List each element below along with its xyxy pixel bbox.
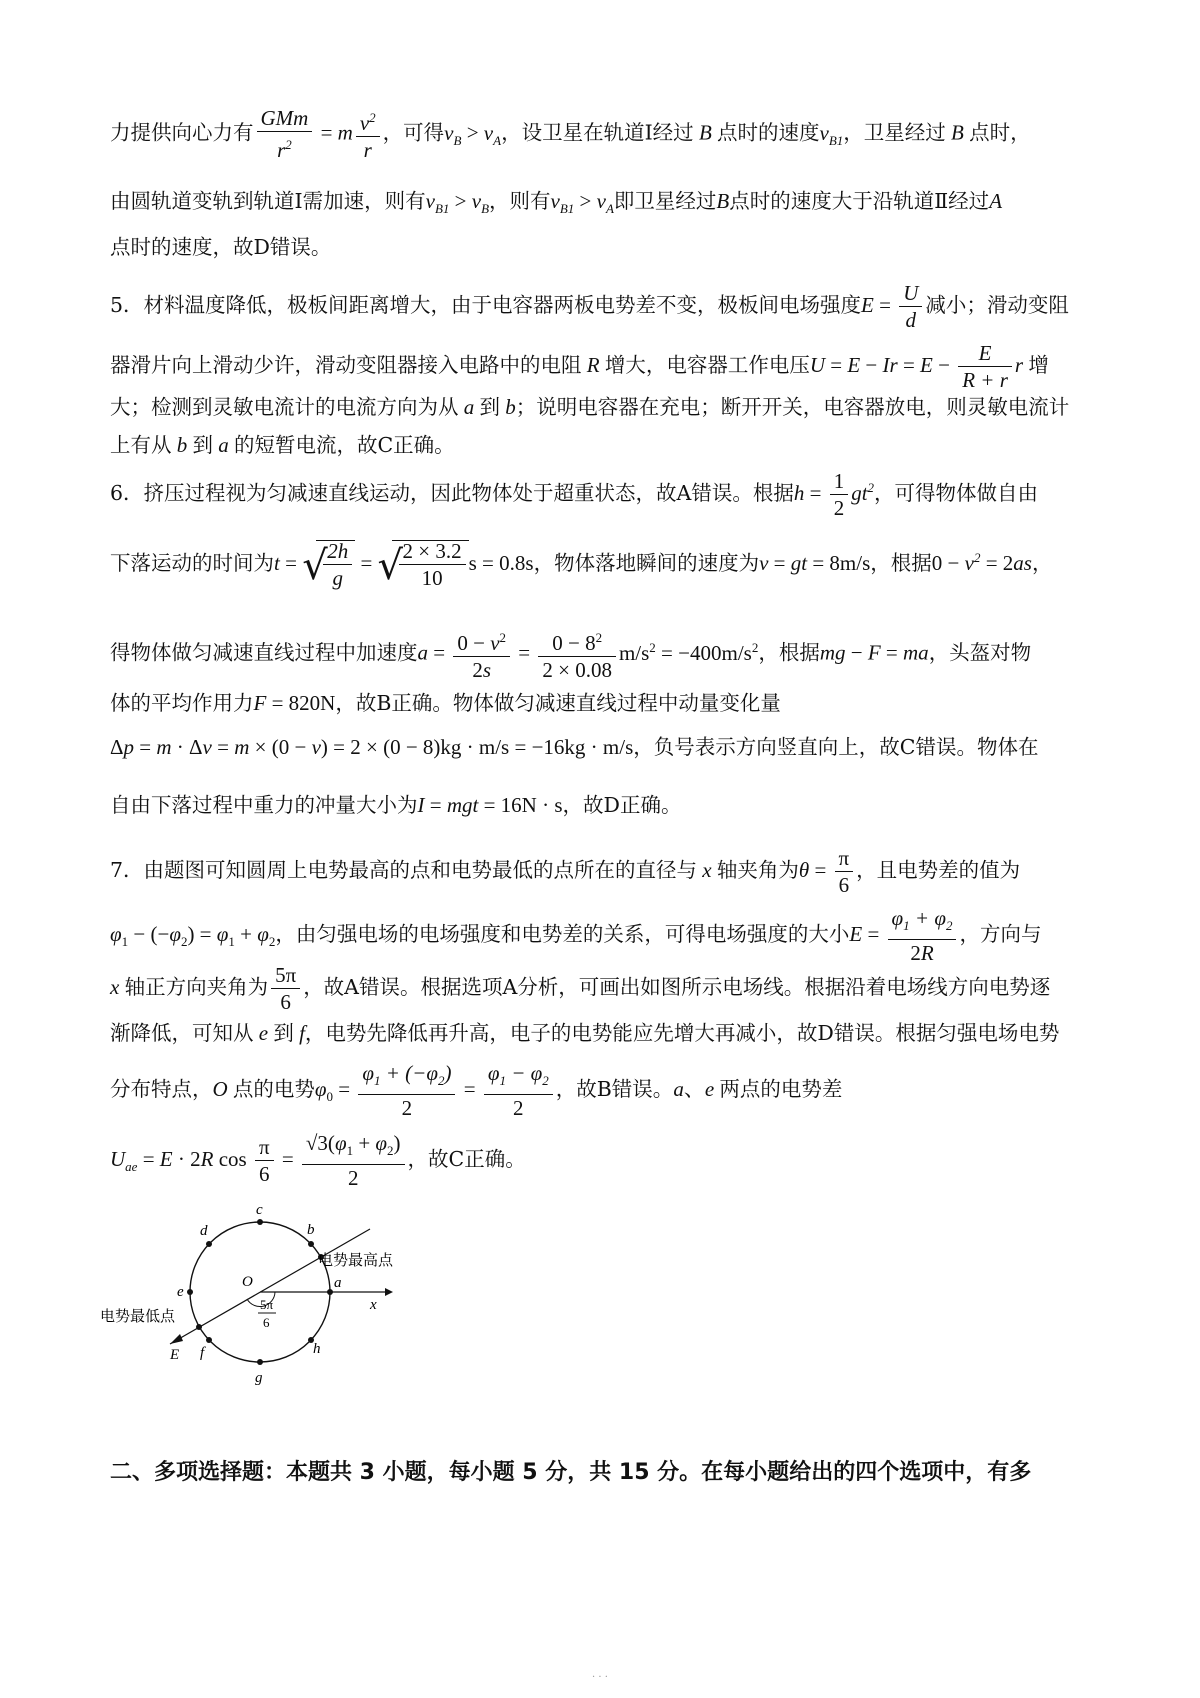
- text: ，根据: [758, 640, 820, 665]
- section-heading: 二、多项选择题：本题共 3 小题，每小题 5 分，共 15 分。在每小题给出的四个选项中，有多: [110, 1460, 1032, 1485]
- label-origin: O: [242, 1274, 253, 1290]
- text: 两点的电势差: [719, 1077, 843, 1102]
- text: ，可得物体做自由: [874, 481, 1039, 505]
- text: 即卫星经过: [613, 189, 717, 213]
- label-field: E: [170, 1347, 180, 1363]
- point-f: [206, 1337, 212, 1343]
- text: 到: [273, 1021, 294, 1045]
- text-line: $\varphi_1 - (-\varphi_2) = \varphi_1 + \varphi_2$，由匀强电场的电场强度和电势差的关系，可得电场强度的大小E = $\frac{\varphi_1 + \varphi_2}{2R}$ ，方向与: [110, 906, 1042, 966]
- text: 减小；滑动变阻: [925, 293, 1069, 317]
- text-line: 由圆轨道变轨到轨道Ⅰ需加速，则有$v_{B1} > v_B$，则有$v_{B1} > v_A$即卫星经过B点时的速度大于沿轨道Ⅱ经过A: [110, 189, 1003, 217]
- formula: $\frac{v^2}{r}$: [356, 105, 380, 163]
- text-line: 渐降低，可知从 e 到 f，电势先降低再升高，电子的电势能应先增大再减小，故D错误。根据匀强电场电势: [110, 1021, 1060, 1045]
- formula: $\frac{√3(\varphi_1 + \varphi_2)}{2}$: [302, 1130, 405, 1191]
- text-line: 7．由题图可知圆周上电势最高的点和电势最低的点所在的直径与 x 轴夹角为θ = $\frac{\pi}{6}$ ，且电势差的值为: [110, 846, 1021, 897]
- point-lowest: [196, 1324, 202, 1330]
- text: 器滑片向上滑动少许，滑动变阻器接入电路中的电阻: [110, 353, 582, 377]
- text: ，头盔对物: [928, 640, 1032, 665]
- x-axis-arrow-icon: [385, 1288, 393, 1296]
- text: 体的平均作用力: [110, 691, 254, 715]
- text: ；说明电容器在充电；断开开关，电容器放电，则灵敏电流计: [515, 395, 1070, 419]
- formula: $\frac{\text{GMm}}{r^2}$: [257, 105, 313, 163]
- point-c: [257, 1219, 263, 1225]
- text: 大；检测到灵敏电流计的电流方向为从: [110, 395, 459, 419]
- formula: $\frac{U}{d}$: [899, 280, 922, 333]
- text-line: 器滑片向上滑动少许，滑动变阻器接入电路中的电阻 R 增大，电容器工作电压U = E − Ir = E − $\frac{E}{R + r}$ r 增: [110, 341, 1049, 392]
- text: ，可得: [382, 120, 445, 145]
- formula: $\frac{E}{R + r}$: [958, 340, 1012, 393]
- formula: $\frac{5\pi}{6}$: [271, 962, 300, 1015]
- label-g: g: [255, 1370, 263, 1386]
- formula: $\frac{\pi}{6}$: [255, 1134, 274, 1187]
- label-lowest-potential: 电势最低点: [100, 1307, 176, 1325]
- formula: $\frac{0 - v^2}{2s}$: [453, 625, 510, 683]
- label-f: f: [200, 1345, 205, 1361]
- text: 增: [1028, 353, 1049, 377]
- text-line: 上有从 b 到 a 的短暂电流，故C正确。: [110, 433, 455, 457]
- point-g: [257, 1359, 263, 1365]
- text-line: 力提供向心力有 $\frac{\text{GMm}}{r^2}$ = m $\frac{v^2}{r}$ ，可得$v_B > v_A$，设卫星在轨道Ⅰ经过 B 点时的速度$v_{B1}$，卫星经过 B 点时，: [110, 106, 1031, 162]
- text-line: 分布特点，O 点的电势$\varphi_0$ = $\frac{\varphi_1 + (-\varphi_2)}{2}$ = $\frac{\varphi_1 - \varphi_2}{2}$ ，故B错误。a、e 两点的电势差: [110, 1061, 843, 1121]
- text: 点时，: [969, 120, 1031, 145]
- text: 点的电势: [232, 1077, 315, 1102]
- text-line: 6．挤压过程视为匀减速直线运动，因此物体处于超重状态，故A错误。根据h = $\frac{1}{2}$ $gt^2$，可得物体做自由: [110, 469, 1039, 520]
- x-axis-label: x: [370, 1297, 377, 1313]
- text: 6．挤压过程视为匀减速直线运动，因此物体处于超重状态，故A错误。根据: [110, 481, 794, 505]
- text-line: 下落运动的时间为t = √ $\frac{2h}{g}$ = √ $\frac{2 \times 3.2}{10}$ s = 0.8s，物体落地瞬间的速度为v = gt = 8m/s，根据$0 - v^2 = 2as$，: [110, 539, 1053, 590]
- point-b: [308, 1241, 314, 1247]
- circle-diagram: [100, 1202, 394, 1386]
- text: ，电势先降低再升高，电子的电势能应先增大再减小，故D错误。根据匀强电场电势: [304, 1021, 1060, 1045]
- text-line: 体的平均作用力F = 820N，故B正确。物体做匀减速直线过程中动量变化量: [110, 691, 781, 715]
- text: 轴正方向夹角为: [124, 975, 269, 999]
- text: 增大，电容器工作电压: [604, 353, 810, 377]
- text: 5．材料温度降低，极板间距离增大，由于电容器两板电势差不变，极板间电场强度: [110, 293, 862, 317]
- text: ，方向与: [959, 922, 1042, 947]
- field-arrow-icon: [170, 1334, 183, 1344]
- text: ，: [1031, 551, 1053, 575]
- text: ，设卫星在轨道Ⅰ经过: [501, 120, 694, 145]
- text-line: $U_{ae} = E \cdot 2R$ cos $\frac{\pi}{6}$ = $\frac{√3(\varphi_1 + \varphi_2)}{2}$ ，故C正确。: [110, 1131, 526, 1191]
- formula: √ $\frac{2h}{g}$: [302, 538, 355, 591]
- formula: $\frac{\varphi_1 + (-\varphi_2)}{2}$: [358, 1060, 455, 1121]
- text: 轴夹角为: [716, 858, 799, 882]
- text: ，则有: [489, 189, 551, 213]
- label-c: c: [256, 1202, 263, 1218]
- text: 分布特点，: [110, 1077, 213, 1102]
- text: 到: [479, 395, 500, 419]
- page-footer-mark: · · ·: [592, 1672, 608, 1683]
- text: 下落运动的时间为: [110, 551, 274, 575]
- text: ，故A错误。根据选项A分析，可画出如图所示电场线。根据沿着电场线方向电势逐: [303, 975, 1051, 999]
- text: 由圆轨道变轨到轨道Ⅰ需加速，则有: [110, 189, 426, 213]
- text-line: 得物体做匀减速直线过程中加速度a = $\frac{0 - v^2}{2s}$ = $\frac{0 - 8^2}{2 \times 0.08}$ $m/s^2 = -400m/s^2$，根据mg − F = ma，头盔对物: [110, 625, 1100, 683]
- text: ，且电势差的值为: [856, 858, 1021, 882]
- text: 7．由题图可知圆周上电势最高的点和电势最低的点所在的直径与: [110, 858, 698, 882]
- formula: $\frac{\varphi_1 - \varphi_2}{2}$: [484, 1060, 553, 1121]
- point-e: [187, 1289, 193, 1295]
- text: 到: [192, 433, 213, 457]
- text: ，故C正确。: [407, 1147, 526, 1172]
- text: ，卫星经过: [843, 120, 946, 145]
- text: 上有从: [110, 433, 172, 457]
- label-e: e: [177, 1284, 184, 1300]
- text-line: 5．材料温度降低，极板间距离增大，由于电容器两板电势差不变，极板间电场强度E = $\frac{U}{d}$ 减小；滑动变阻: [110, 281, 1069, 332]
- formula: $\frac{0 - 8^2}{2 \times 0.08}$: [538, 625, 616, 683]
- text: ，故D正确。: [562, 793, 682, 817]
- text: ，由匀强电场的电场强度和电势差的关系，可得电场强度的大小: [275, 922, 850, 947]
- label-a: a: [334, 1275, 342, 1291]
- text: 点时的速度: [717, 120, 820, 145]
- formula: √ $\frac{2 \times 3.2}{10}$: [378, 538, 469, 591]
- label-highest-potential: 电势最高点: [318, 1251, 394, 1269]
- text-line: 大；检测到灵敏电流计的电流方向为从 a 到 b；说明电容器在充电；断开开关，电容器放电，则灵敏电流计: [110, 395, 1070, 419]
- text: ，故B错误。: [555, 1077, 674, 1102]
- text: 力提供向心力有: [110, 120, 254, 145]
- text-line: [110, 232, 1100, 262]
- text-line: 自由下落过程中重力的冲量大小为I = mgt = 16N · s，故D正确。: [110, 793, 682, 817]
- label-d: d: [200, 1223, 208, 1239]
- angle-numerator: 5π: [260, 1297, 274, 1312]
- text: 渐降低，可知从: [110, 1021, 254, 1045]
- text: 自由下落过程中重力的冲量大小为: [110, 793, 418, 817]
- text: ，负号表示方向竖直向上，故C错误。物体在: [633, 735, 1039, 759]
- text: 点时的速度，故D错误。: [110, 235, 332, 259]
- formula: $\frac{\pi}{6}$: [835, 845, 854, 898]
- text-line: x 轴正方向夹角为 $\frac{5\pi}{6}$ ，故A错误。根据选项A分析，可画出如图所示电场线。根据沿着电场线方向电势逐: [110, 963, 1051, 1014]
- text: ，物体落地瞬间的速度为: [533, 551, 760, 575]
- text: 点时的速度大于沿轨道Ⅱ经过: [729, 189, 990, 213]
- formula: $\frac{1}{2}$: [830, 468, 849, 521]
- text: ，根据: [870, 551, 932, 575]
- point-d: [206, 1241, 212, 1247]
- formula: $\frac{\varphi_1 + \varphi_2}{2R}$: [888, 905, 957, 966]
- point-a: [327, 1289, 333, 1295]
- text-line: Δp = m · Δv = m × (0 − v) = 2 × (0 − 8)kg · m/s = −16kg · m/s，负号表示方向竖直向上，故C错误。物体在: [110, 735, 1039, 759]
- text: 得物体做匀减速直线过程中加速度: [110, 640, 418, 665]
- label-h: h: [313, 1341, 321, 1357]
- angle-denominator: 6: [263, 1315, 270, 1330]
- text: ，故B正确。物体做匀减速直线过程中动量变化量: [335, 691, 781, 715]
- electric-field-circle-diagram: [100, 1195, 440, 1395]
- label-b: b: [307, 1222, 315, 1238]
- text: 的短暂电流，故C正确。: [234, 433, 455, 457]
